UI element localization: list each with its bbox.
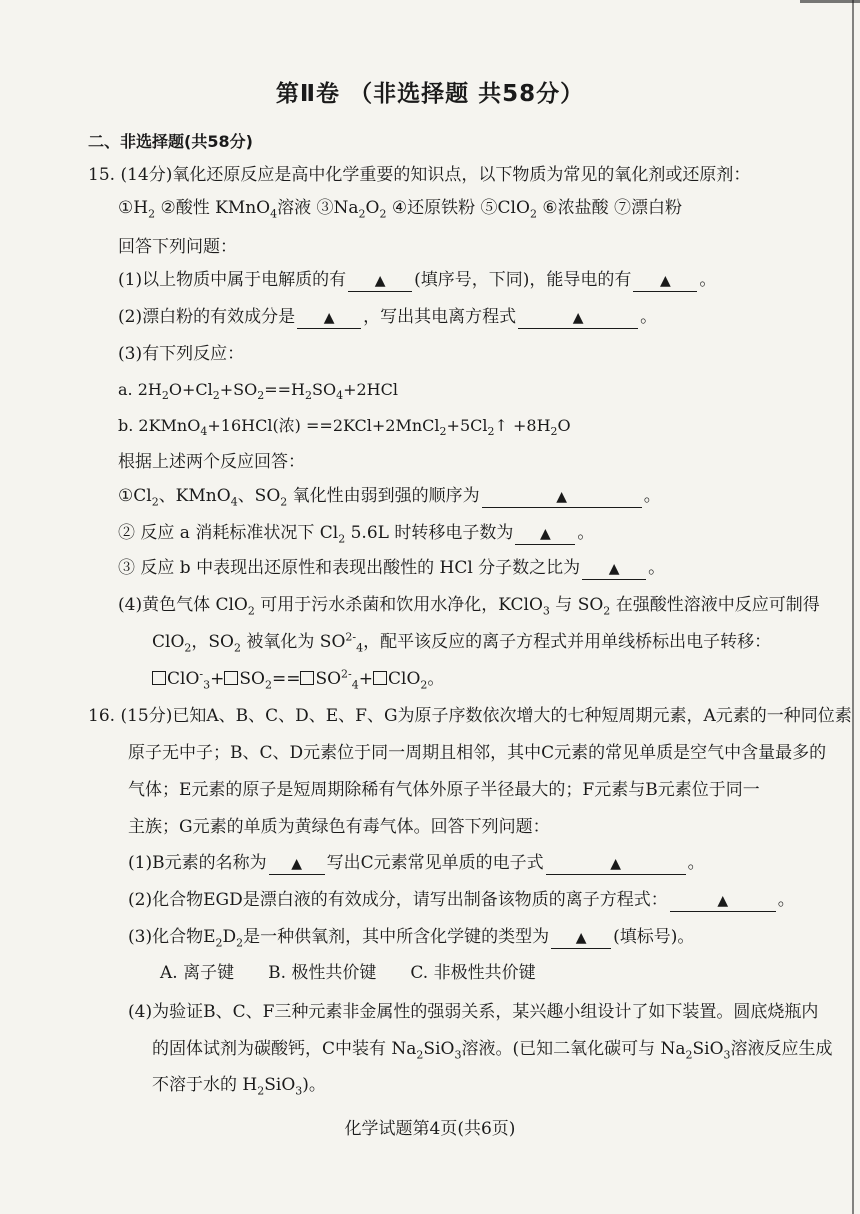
coefficient-box: [300, 671, 314, 685]
answer-blank: ▲: [515, 523, 575, 545]
scan-edge-right: [852, 0, 854, 1214]
q15-sub3: ③ 反应 b 中表现出还原性和表现出酸性的 HCl 分子数之比为 ▲ 。: [118, 558, 666, 578]
answer-blank: ▲: [518, 307, 638, 329]
scan-edge-top: [800, 0, 860, 3]
q15-part3: (3)有下列反应：: [118, 344, 245, 364]
coefficient-box: [373, 671, 387, 685]
q16-line1: 16. (15分)已知A、B、C、D、E、F、G为原子序数依次增大的七种短周期元素，A元素的一种同位素: [88, 706, 852, 726]
q16-line2: 原子无中子；B、C、D元素位于同一周期且相邻，其中C元素的常见单质是空气中含量最多的: [128, 743, 827, 763]
coefficient-box: [224, 671, 238, 685]
q16-part4-line2: 的固体试剂为碳酸钙，C中装有 $Na_2SiO_3$溶液。(已知二氧化碳可与 $Na_2SiO_3$溶液反应生成: [152, 1039, 833, 1062]
q15-sub2: ② 反应 a 消耗标准状况下 $Cl_2$ 5.6L 时转移电子数为 ▲ 。: [118, 523, 595, 546]
answer-blank: ▲: [670, 890, 776, 912]
q16-part4-line1: (4)为验证B、C、F三种元素非金属性的强弱关系，某兴趣小组设计了如下装置。圆底烧瓶内: [128, 1002, 819, 1022]
section-heading: 二、非选择题(共58分): [88, 132, 253, 151]
q15-prompt: 回答下列问题：: [118, 237, 237, 257]
q16-part2: (2)化合物EGD是漂白液的有效成分，请写出制备该物质的离子方程式： ▲ 。: [128, 890, 795, 910]
answer-blank: ▲: [551, 927, 611, 949]
q16-part4-line3: 不溶于水的 $H_2SiO_3$)。: [152, 1075, 326, 1098]
answer-blank: ▲: [297, 307, 361, 329]
reaction-b: b. 2KMnO$_4$+16HCl(浓) $==2KCl+2MnCl_2+5Cl_2↑ +8H_2O$: [118, 416, 571, 439]
q16-line4: 主族；G元素的单质为黄绿色有毒气体。回答下列问题：: [128, 817, 550, 837]
q16-part1: (1)B元素的名称为 ▲ 写出C元素常见单质的电子式 ▲ 。: [128, 853, 705, 873]
q16-line3: 气体；E元素的原子是短周期除稀有气体外原子半径最大的；F元素与B元素位于同一: [128, 780, 760, 800]
answer-blank: ▲: [482, 486, 642, 508]
q16-part3: (3)化合物$E_2D_2$是一种供氧剂，其中所含化学键的类型为 ▲ (填标号)。: [128, 927, 695, 950]
answer-blank: ▲: [546, 853, 686, 875]
page-footer: 化学试题第4页(共6页): [344, 1119, 516, 1139]
q15-answer-prompt: 根据上述两个反应回答：: [118, 452, 305, 472]
q15-part4-line1: (4)黄色气体 ClO$_2$ 可用于污水杀菌和饮用水净化，KClO$_3$ 与 $SO_2$ 在强酸性溶液中反应可制得: [118, 595, 820, 618]
q15-substances: $①H_2$ ②酸性 KMnO$_4$溶液 $③Na_2O_2$ ④还原铁粉 ⑤ClO$_2$ ⑥浓盐酸 ⑦漂白粉: [118, 198, 682, 221]
q15-sub1: $①Cl_2$、KMnO$_4$、$SO_2$ 氧化性由弱到强的顺序为 ▲ 。: [118, 486, 661, 509]
reaction-a: a. $2H_2O+Cl_2+SO_2==H_2SO_4+2HCl$: [118, 380, 398, 403]
q16-options: A. 离子键 B. 极性共价键 C. 非极性共价键: [160, 963, 536, 983]
answer-blank: ▲: [269, 853, 325, 875]
q15-part1: (1)以上物质中属于电解质的有 ▲ (填序号，下同)，能导电的有 ▲ 。: [118, 270, 717, 290]
q15-intro: 15. (14分)氧化还原反应是高中化学重要的知识点，以下物质为常见的氧化剂或还原剂：: [88, 165, 751, 185]
coefficient-box: [152, 671, 166, 685]
q15-part4-equation: $ClO^-_3+ SO_2== SO^{2-}_4+ ClO_2$。: [152, 667, 444, 691]
q15-part4-line2: ClO$_2$，$SO_2$ 被氧化为 $SO^{2-}_4$，配平该反应的离子方程式并用单线桥标出电子转移：: [152, 630, 772, 655]
answer-blank: ▲: [348, 270, 412, 292]
q15-part2: (2)漂白粉的有效成分是 ▲ ，写出其电离方程式 ▲ 。: [118, 307, 658, 327]
answer-blank: ▲: [582, 558, 646, 580]
page-title: 第Ⅱ卷 （非选择题 共58分）: [275, 81, 585, 107]
answer-blank: ▲: [633, 270, 697, 292]
